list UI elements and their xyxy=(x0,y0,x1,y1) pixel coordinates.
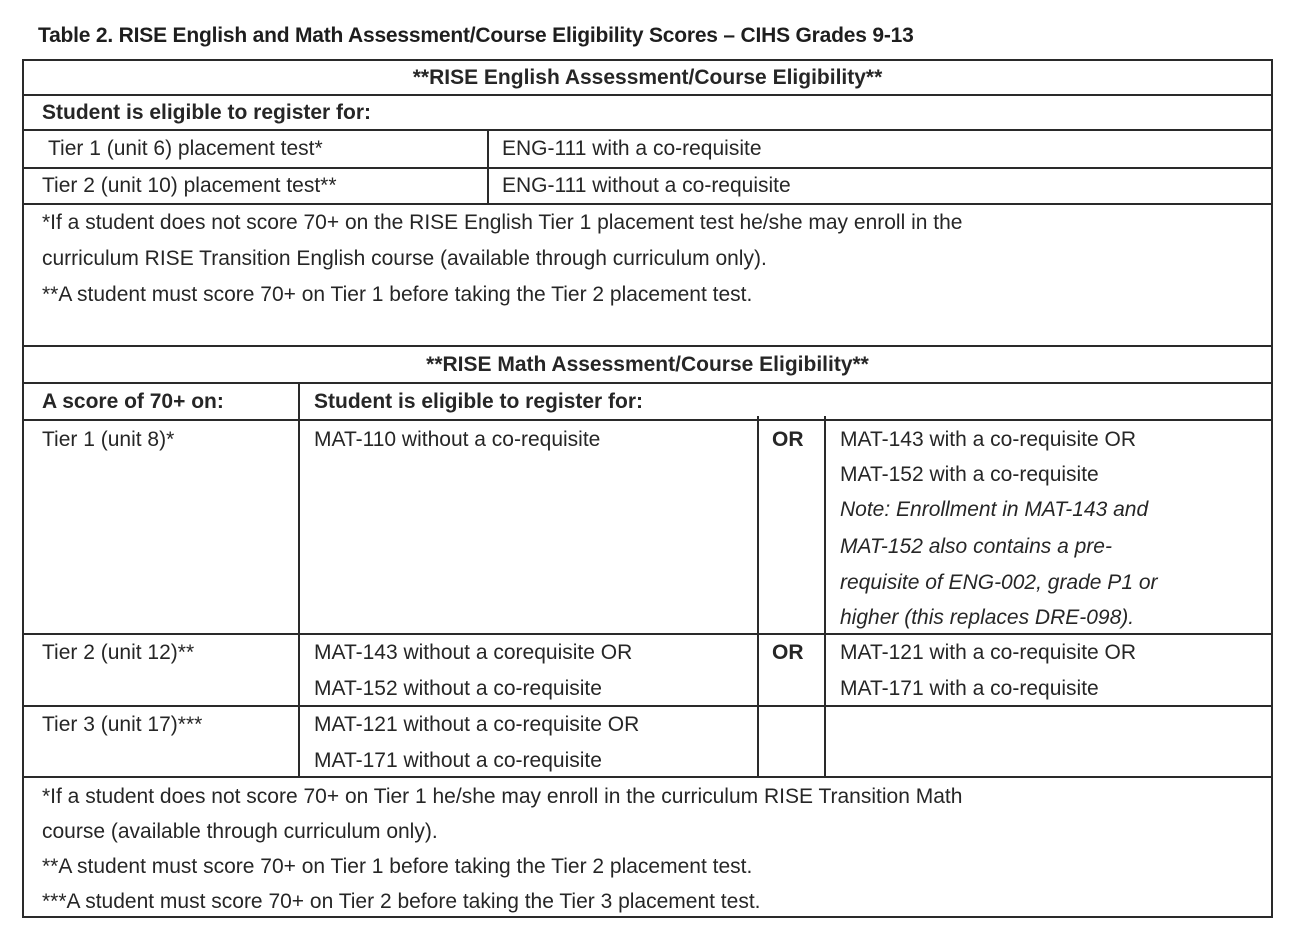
math-note-4: ***A student must score 70+ on Tier 2 before taking the Tier 3 placement test. xyxy=(42,890,761,913)
math-tier1-option-b-1: MAT-143 with a co-requisite OR xyxy=(840,428,1137,451)
math-tier2-option-a-1: MAT-143 without a corequisite OR xyxy=(314,641,633,664)
math-tier2-option-b-1: MAT-121 with a co-requisite OR xyxy=(840,641,1137,664)
math-tier1-connector: OR xyxy=(772,428,804,451)
math-tier1-note-4: higher (this replaces DRE-098). xyxy=(840,606,1135,629)
math-note-3: **A student must score 70+ on Tier 1 before taking the Tier 2 placement test. xyxy=(42,855,753,878)
math-tier2-label: Tier 2 (unit 12)** xyxy=(42,641,195,664)
column-divider xyxy=(487,129,489,205)
math-tier1-note-1: Note: Enrollment in MAT-143 and xyxy=(840,498,1149,521)
english-note-1: *If a student does not score 70+ on the RISE English Tier 1 placement test he/she may enroll in the xyxy=(42,211,963,234)
english-subheader: Student is eligible to register for: xyxy=(42,101,372,124)
math-tier2-connector: OR xyxy=(772,641,804,664)
column-divider xyxy=(824,416,826,777)
math-tier1-label: Tier 1 (unit 8)* xyxy=(42,428,175,451)
math-tier1-note-2: MAT-152 also contains a pre- xyxy=(840,535,1112,558)
math-tier3-label: Tier 3 (unit 17)*** xyxy=(42,713,203,736)
english-tier2-course: ENG-111 without a co-requisite xyxy=(502,174,791,197)
math-tier2-option-a-2: MAT-152 without a co-requisite xyxy=(314,677,602,700)
divider xyxy=(24,776,1271,778)
eligibility-table xyxy=(22,59,1273,918)
math-tier3-option-a-2: MAT-171 without a co-requisite xyxy=(314,749,602,772)
math-note-2: course (available through curriculum only). xyxy=(42,820,438,843)
math-tier1-option-b-2: MAT-152 with a co-requisite xyxy=(840,463,1099,486)
column-divider xyxy=(757,416,759,777)
divider xyxy=(24,705,1271,707)
column-divider xyxy=(298,382,300,777)
math-tier1-note-3: requisite of ENG-002, grade P1 or xyxy=(840,571,1158,594)
math-tier3-option-a-1: MAT-121 without a co-requisite OR xyxy=(314,713,640,736)
math-tier2-option-b-2: MAT-171 with a co-requisite xyxy=(840,677,1099,700)
math-section-header: **RISE Math Assessment/Course Eligibility** xyxy=(426,353,869,376)
divider xyxy=(24,419,1271,421)
english-tier2-test: Tier 2 (unit 10) placement test** xyxy=(42,174,337,197)
table-title: Table 2. RISE English and Math Assessment/Course Eligibility Scores – CIHS Grades 9-13 xyxy=(38,24,914,47)
math-col-eligible: Student is eligible to register for: xyxy=(314,390,644,413)
english-tier1-test: Tier 1 (unit 6) placement test* xyxy=(48,137,323,160)
english-note-2: curriculum RISE Transition English course (available through curriculum only). xyxy=(42,247,767,270)
english-tier1-course: ENG-111 with a co-requisite xyxy=(502,137,762,160)
english-note-3: **A student must score 70+ on Tier 1 before taking the Tier 2 placement test. xyxy=(42,283,753,306)
english-section-header: **RISE English Assessment/Course Eligibility** xyxy=(412,66,883,89)
math-note-1: *If a student does not score 70+ on Tier 1 he/she may enroll in the curriculum RISE Transition Math xyxy=(42,785,963,808)
math-col-score: A score of 70+ on: xyxy=(42,390,224,413)
math-tier1-option-a: MAT-110 without a co-requisite xyxy=(314,428,601,451)
